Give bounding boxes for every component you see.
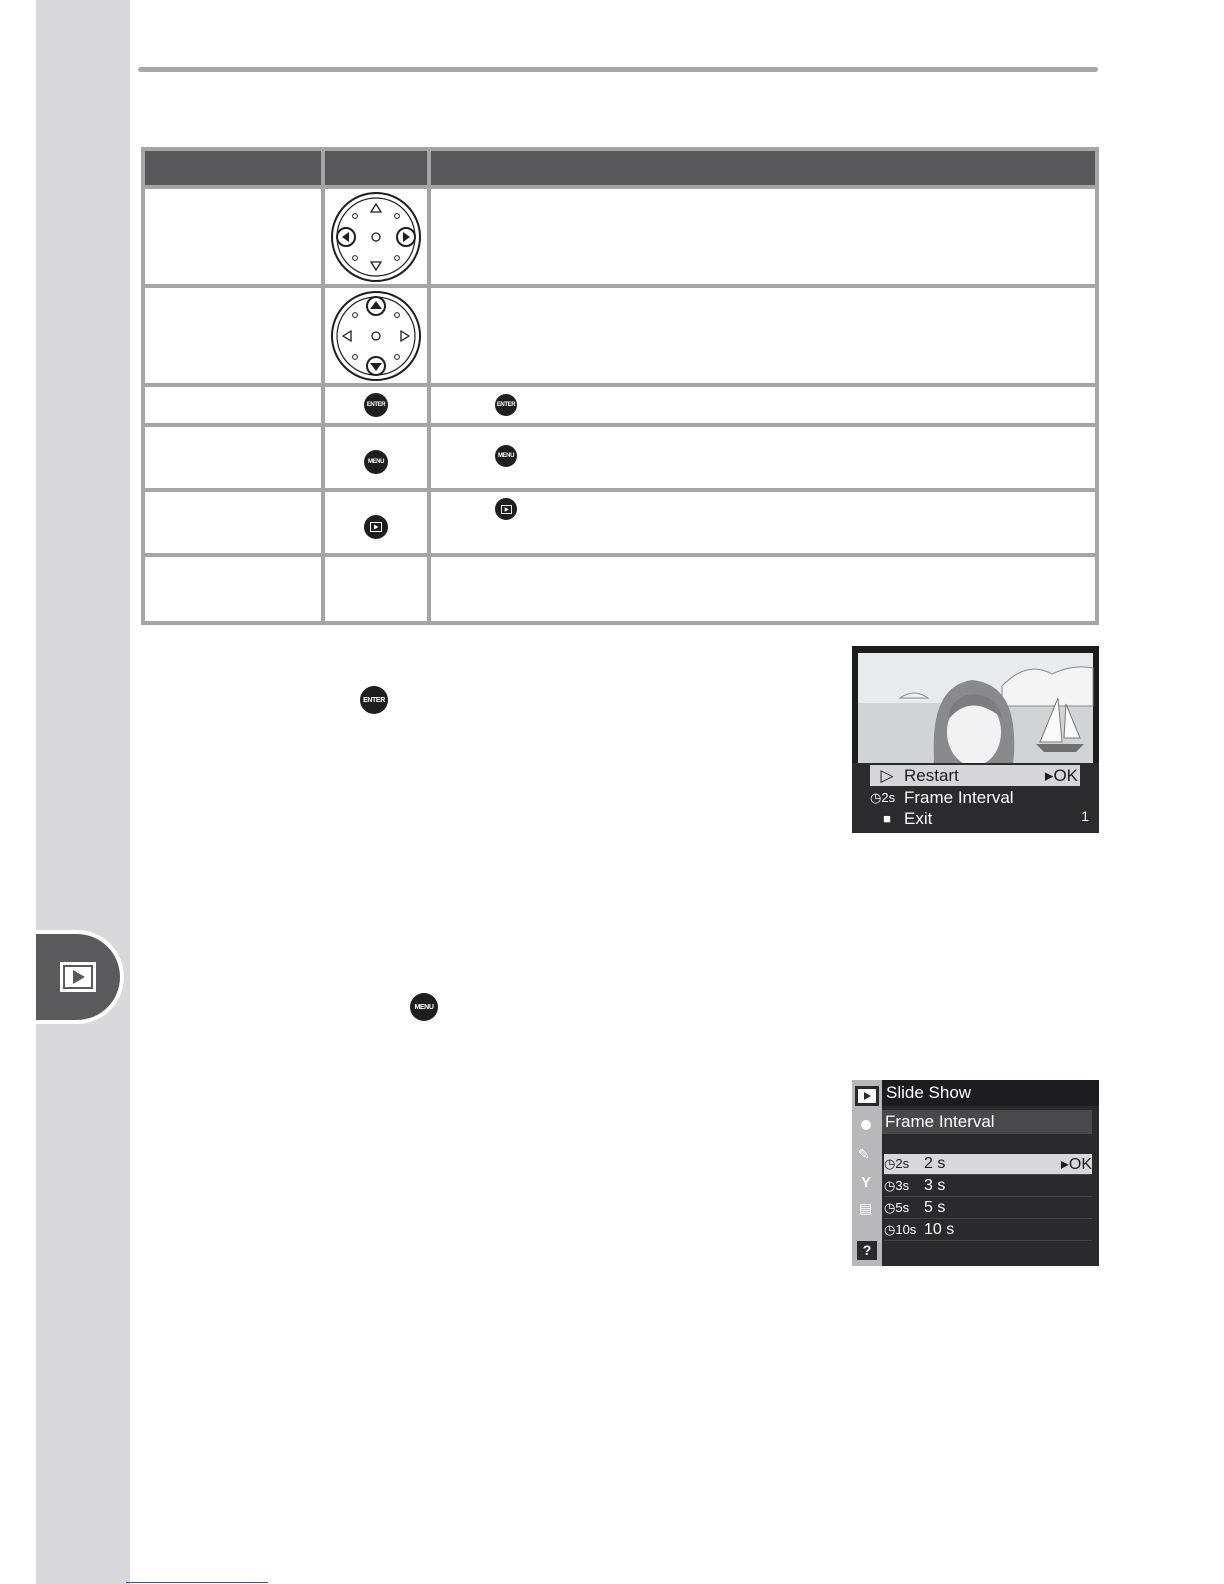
menu-title: Slide Show bbox=[886, 1083, 972, 1102]
menu-item-exit[interactable]: ■ Exit bbox=[870, 808, 1080, 829]
frame-number: 1 bbox=[1081, 808, 1089, 824]
table-row bbox=[145, 288, 1095, 383]
stop-icon: ■ bbox=[883, 811, 891, 826]
timer-icon: ◷2s bbox=[870, 789, 896, 805]
ok-indicator: ▸OK bbox=[1060, 1156, 1092, 1173]
enter-button-icon: ENTER bbox=[360, 686, 388, 714]
table-row bbox=[145, 189, 1095, 284]
menu-item-frame-interval[interactable]: ◷2s Frame Interval bbox=[870, 787, 1014, 807]
pencil-icon[interactable]: ✎ bbox=[858, 1146, 870, 1162]
menu-button-icon: MENU bbox=[410, 993, 438, 1021]
wrench-icon[interactable]: Y bbox=[861, 1174, 872, 1191]
page-sidebar bbox=[36, 0, 130, 1584]
option-3s[interactable]: ◷3s 3 s bbox=[884, 1176, 1092, 1197]
timer-icon: ◷5s bbox=[884, 1200, 910, 1215]
play-icon: ▷ bbox=[880, 765, 894, 785]
playback-menu-tab-icon[interactable] bbox=[855, 1086, 879, 1106]
timer-icon: ◷3s bbox=[884, 1178, 910, 1193]
menu-subtitle: Frame Interval bbox=[885, 1112, 995, 1131]
menu-button-icon: MENU bbox=[364, 450, 388, 474]
table-row bbox=[145, 387, 1095, 423]
table-row bbox=[145, 427, 1095, 488]
recent-settings-icon[interactable]: ▤ bbox=[859, 1200, 873, 1216]
menu-item-restart[interactable]: ▷ Restart ▸OK bbox=[870, 765, 1080, 786]
timer-icon: ◷2s bbox=[884, 1156, 910, 1171]
multi-selector-up-down-icon bbox=[330, 290, 422, 382]
enter-button-icon: ENTER bbox=[495, 394, 517, 416]
timer-icon: ◷10s bbox=[884, 1222, 917, 1237]
option-5s[interactable]: ◷5s 5 s bbox=[884, 1198, 1092, 1219]
shooting-menu-tab-icon[interactable] bbox=[861, 1120, 871, 1130]
footer-link-underline bbox=[126, 1582, 268, 1583]
enter-button-icon: ENTER bbox=[364, 393, 388, 417]
playback-button-icon bbox=[364, 515, 388, 539]
frame-interval-screen bbox=[852, 1080, 1099, 1266]
table-header-row bbox=[145, 151, 1095, 185]
table-row bbox=[145, 557, 1095, 621]
ok-indicator: ▸OK bbox=[1044, 765, 1078, 785]
menu-button-icon: MENU bbox=[495, 445, 517, 467]
table-row bbox=[145, 492, 1095, 553]
header-rule bbox=[138, 67, 1098, 72]
playback-button-icon bbox=[495, 498, 517, 520]
controls-table bbox=[141, 147, 1099, 625]
menu-tab-strip bbox=[852, 1080, 882, 1266]
playback-icon bbox=[59, 961, 97, 993]
help-icon[interactable]: ? bbox=[857, 1241, 877, 1260]
slideshow-paused-screen bbox=[852, 646, 1099, 833]
option-10s[interactable]: ◷10s 10 s bbox=[884, 1220, 1092, 1241]
multi-selector-left-right-icon bbox=[330, 191, 422, 283]
option-2s[interactable]: ◷2s 2 s ▸OK bbox=[884, 1155, 1092, 1173]
